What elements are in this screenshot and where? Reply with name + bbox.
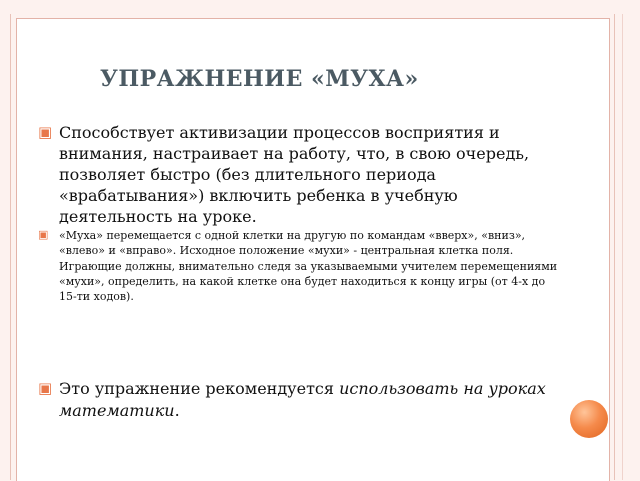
bullet-text-3-end: . <box>174 401 180 420</box>
slide-title: УПРАЖНЕНИЕ «МУХА» <box>100 66 419 92</box>
decorative-rule-right-outer <box>622 14 623 480</box>
square-ring-bullet-icon: ▣ <box>38 379 53 397</box>
bullet-text-2: «Муха» перемещается с одной клетки на другую по командам «вверх», «вниз», «влево» и «вправо». Исходное положение «мухи» - центральная клетка поля. Играющие должны, внимательно следя за указываемыми учителем перемещениями «мухи», определить, на какой клетке она будет находиться к концу игры (от 4-х до 15-ти ходов). <box>59 229 558 304</box>
square-ring-bullet-icon: ▣ <box>38 123 53 141</box>
decorative-rule-left <box>10 14 11 480</box>
bullet-text-1: Способствует активизации процессов восприятия и внимания, настраивает на работу, что, в свою очередь, позволяет быстро (без длительного периода «врабатывания») включить ребенка в учебную деятельность на уроке. <box>59 123 530 226</box>
decorative-rule-right <box>614 14 615 480</box>
square-ring-bullet-icon: ▣ <box>38 228 49 241</box>
bullet-text-3 <box>59 378 549 422</box>
bullet-text-3-plain: Это упражнение рекомендуется <box>59 379 340 398</box>
orange-orb-decoration <box>570 400 608 438</box>
bullet-text-3-italic: использовать на уроках математики <box>59 379 546 420</box>
